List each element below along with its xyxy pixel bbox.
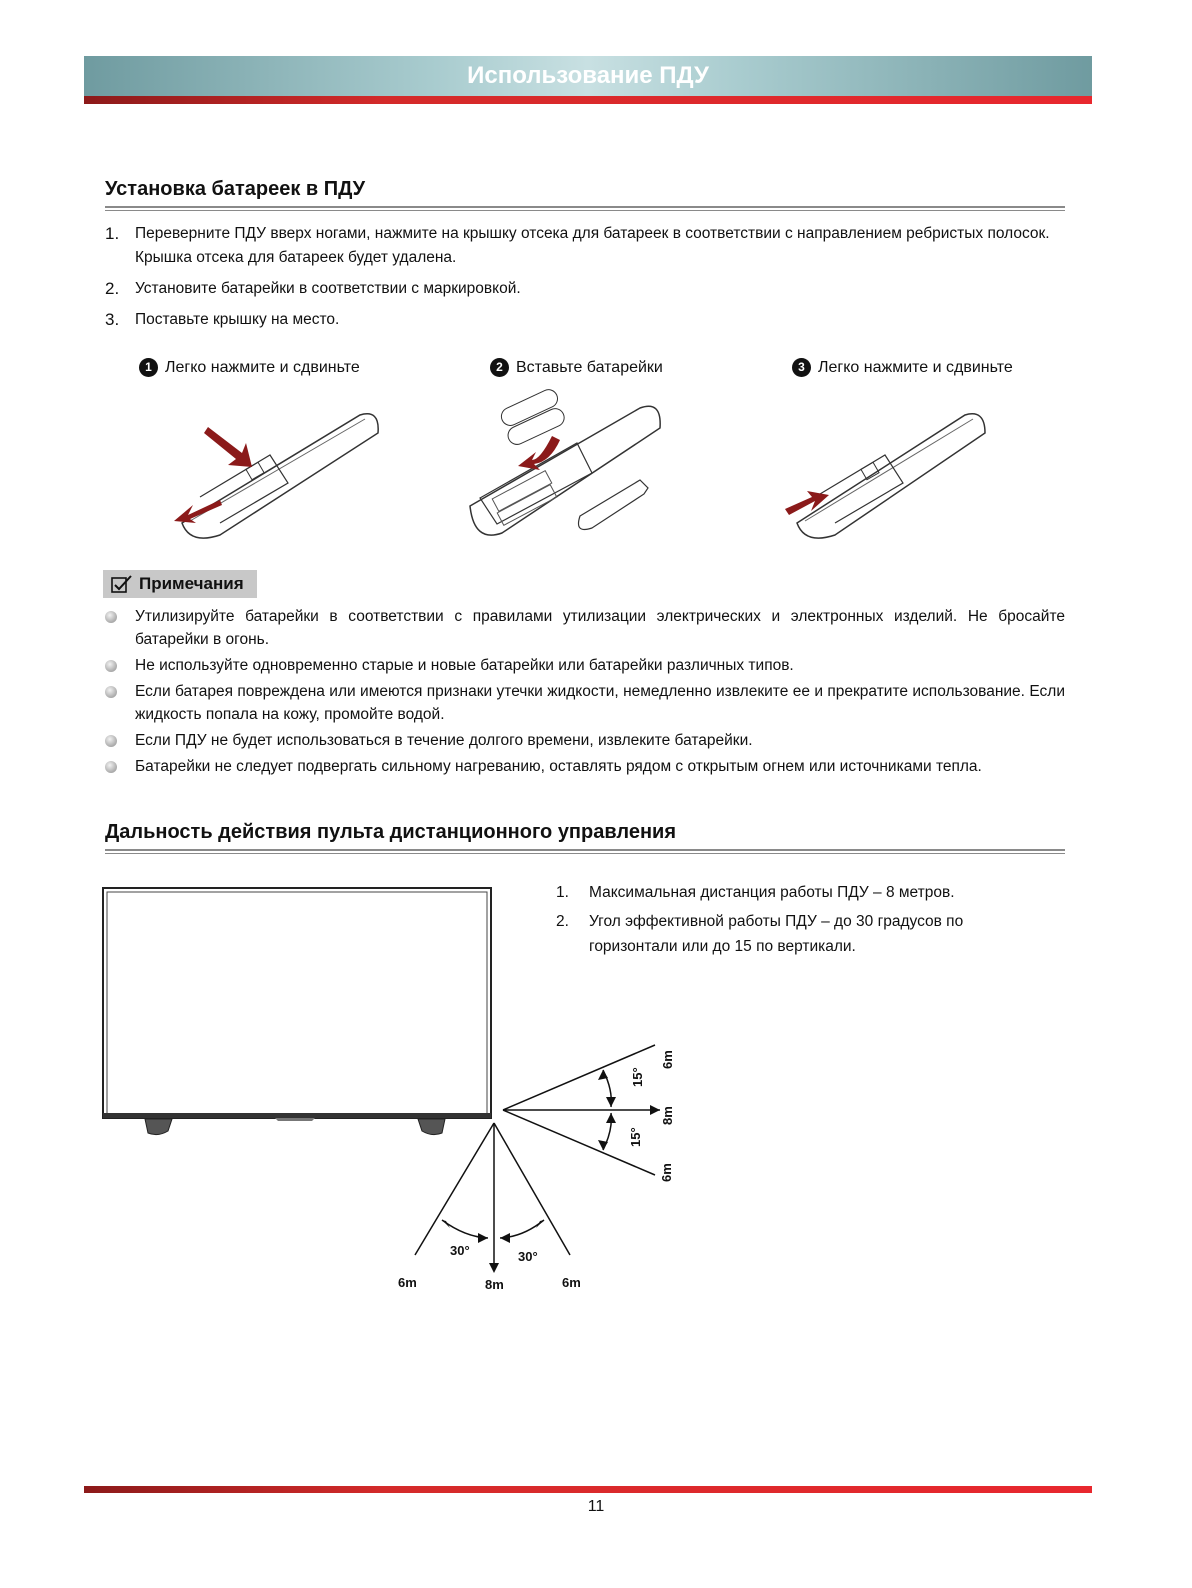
bullet-icon xyxy=(105,660,117,672)
notes-label: Примечания xyxy=(103,570,257,598)
horizontal-dist-mid-label: 8m xyxy=(485,1277,504,1292)
vertical-dist-top-label: 6m xyxy=(660,1050,675,1069)
remote-range-diagram xyxy=(100,885,700,1300)
bullet-icon xyxy=(105,761,117,773)
range-item: 2. Угол эффективной работы ПДУ – до 30 градусов по горизонтали или до 15 по вертикали. xyxy=(556,913,964,955)
note-item: Утилизируйте батарейки в соответствии с правилами утилизации электрических и электронных изделий. Не бросайте батарейки в огонь. xyxy=(105,605,1065,651)
step-item: 2. Установите батарейки в соответствии с маркировкой. xyxy=(105,279,521,298)
notes-list xyxy=(105,605,1065,781)
remote-insert-batteries-illustration xyxy=(462,388,707,543)
footer-accent-bar xyxy=(84,1486,1092,1493)
step-number-badge: 2 xyxy=(490,358,509,377)
battery-steps xyxy=(105,222,1065,339)
press-arrow-icon xyxy=(204,427,252,467)
bullet-icon xyxy=(105,611,117,623)
battery-icon xyxy=(497,388,569,447)
note-item: Если батарея повреждена или имеются признаки утечки жидкости, немедленно извлеките ее и прекратите использование. Если жидкость попала на кожу, промойте водой. xyxy=(105,680,1065,726)
checkbox-note-icon xyxy=(111,574,133,594)
caption-step-2: 2 Вставьте батарейки xyxy=(490,358,663,377)
remote-close-cover-illustration xyxy=(785,405,995,540)
bullet-icon xyxy=(105,686,117,698)
page-number: 11 xyxy=(587,1498,605,1515)
horizontal-dist-left-label: 6m xyxy=(398,1275,417,1290)
step-number-badge: 3 xyxy=(792,358,811,377)
note-item: Если ПДУ не будет использоваться в течение долгого времени, извлеките батарейки. xyxy=(105,729,1065,752)
range-section-title: Дальность действия пульта дистанционного управления xyxy=(105,821,676,843)
caption-step-1: 1 Легко нажмите и сдвиньте xyxy=(139,358,360,377)
caption-step-3: 3 Легко нажмите и сдвиньте xyxy=(792,358,1013,377)
remote-slide-cover-illustration xyxy=(160,405,390,540)
tv-icon xyxy=(103,888,491,1135)
horizontal-dist-right-label: 6m xyxy=(562,1275,581,1290)
vertical-dist-bottom-label: 6m xyxy=(659,1163,674,1182)
note-item: Батарейки не следует подвергать сильному нагреванию, оставлять рядом с открытым огнем или источниками тепла. xyxy=(105,755,1065,778)
step-item: 1. Переверните ПДУ вверх ногами, нажмите на крышку отсека для батареек в соответствии с направлением ребристых полосок. Крышка отсека для батареек будет удалена. xyxy=(105,224,1050,266)
bullet-icon xyxy=(105,735,117,747)
vertical-angle-bottom-label: 15° xyxy=(628,1127,643,1147)
header-accent-bar xyxy=(84,96,1092,104)
vertical-angle-top-label: 15° xyxy=(630,1067,645,1087)
section-rule xyxy=(105,849,1065,854)
section-rule xyxy=(105,206,1065,211)
vertical-dist-mid-label: 8m xyxy=(660,1106,675,1125)
step-item: 3. Поставьте крышку на место. xyxy=(105,310,340,329)
page-header: Использование ПДУ xyxy=(84,56,1092,96)
range-item: 1. Максимальная дистанция работы ПДУ – 8 метров. xyxy=(556,884,955,901)
step-number-badge: 1 xyxy=(139,358,158,377)
horizontal-angle-left-label: 30° xyxy=(450,1243,470,1258)
horizontal-angle-right-label: 30° xyxy=(518,1249,538,1264)
battery-section-title: Установка батареек в ПДУ xyxy=(105,178,366,200)
note-item: Не используйте одновременно старые и новые батарейки или батарейки различных типов. xyxy=(105,654,1065,677)
